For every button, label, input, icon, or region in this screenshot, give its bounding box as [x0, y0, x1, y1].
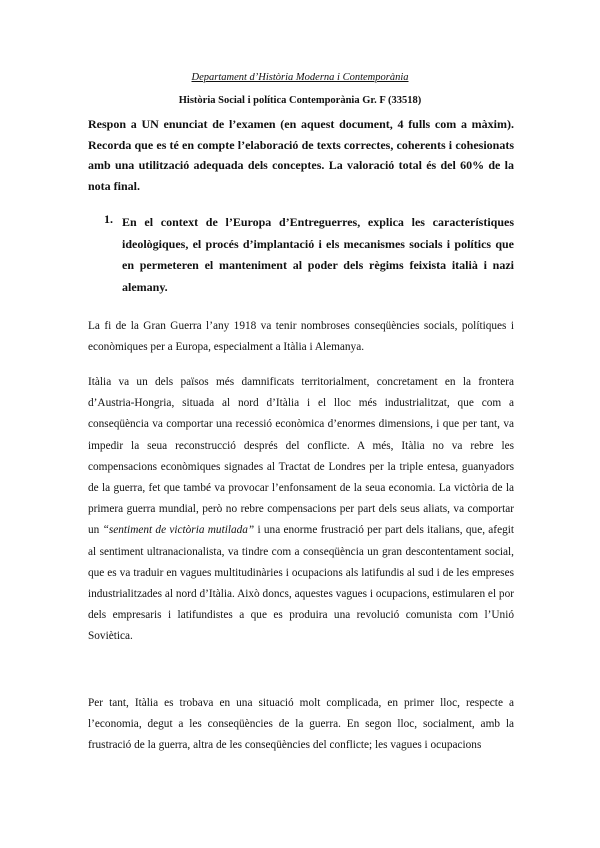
answer-paragraph-2-text-a: Itàlia va un dels països més damnificats territorialment, concretament en la frontera d’Austria-Hongria, situada al nord d’Itàlia i el lloc més industrialitzat, que com a conseqüència va comportar una recessió econòmica d’enormes dimensions, i que per tant, va impedir la seua reconstrucció després del conflicte. A més, Itàlia no va rebre les compensacions econòmiques signades al Tractat de Londres per la triple entesa, guanyadors de la guerra, fet que també va provocar l’enfonsament de la seua economia. La victòria de la primera guerra mundial, però no rebre compensacions per part dels seus aliats, va comportar un [88, 376, 514, 537]
department-header: Departament d’Història Moderna i Contemporània [191, 72, 409, 83]
answer-paragraph-1: La fi de la Gran Guerra l’any 1918 va tenir nombroses conseqüències socials, polítiques i econòmiques per a Europa, especialment a Itàlia i Alemanya. [88, 320, 514, 354]
answer-paragraph-2 [88, 372, 514, 648]
question-text: En el context de l’Europa d’Entreguerres, explica les característiques ideològiques, el procés d’implantació i els mecanismes socials i polítics que en permeteren el manteniment al poder dels règims feixista italià i nazi alemany. [122, 215, 514, 294]
question-number: 1. [104, 212, 113, 226]
answer-paragraph-2-quote: “sentiment de victòria mutilada” [102, 524, 255, 537]
answer-paragraph-2-text-b: i una enorme frustració per part dels italians, que, afegit al sentiment ultranacionalista, va tindre com a conseqüència un gran descontentament social, que es va traduir en vagues multitudinàries i ocupacions als latifundis al sud i de les empreses industrialitzades al nord d’Itàlia. Això doncs, aquestes vagues i ocupacions, estimularen el por dels empresaris i latifundistes a que es produira una revolució comunista com l’Unió Soviètica. [88, 524, 515, 643]
answer-paragraph-3: Per tant, Itàlia es trobava en una situació molt complicada, en primer lloc, respecte a l’economia, degut a les conseqüències de la guerra. En segon lloc, socialment, amb la frustració de la guerra, altra de les conseqüències del conflicte; les vagues i ocupacions [88, 697, 514, 752]
course-title: Història Social i política Contemporània Gr. F (33518) [178, 95, 422, 106]
exam-instructions: Respon a UN enunciat de l’examen (en aquest document, 4 fulls com a màxim). Recorda que es té en compte l’elaboració de texts correctes, coherents i cohesionats amb una utilització adequada dels conceptes. La valoració total és del 60% de la nota final. [88, 117, 514, 193]
